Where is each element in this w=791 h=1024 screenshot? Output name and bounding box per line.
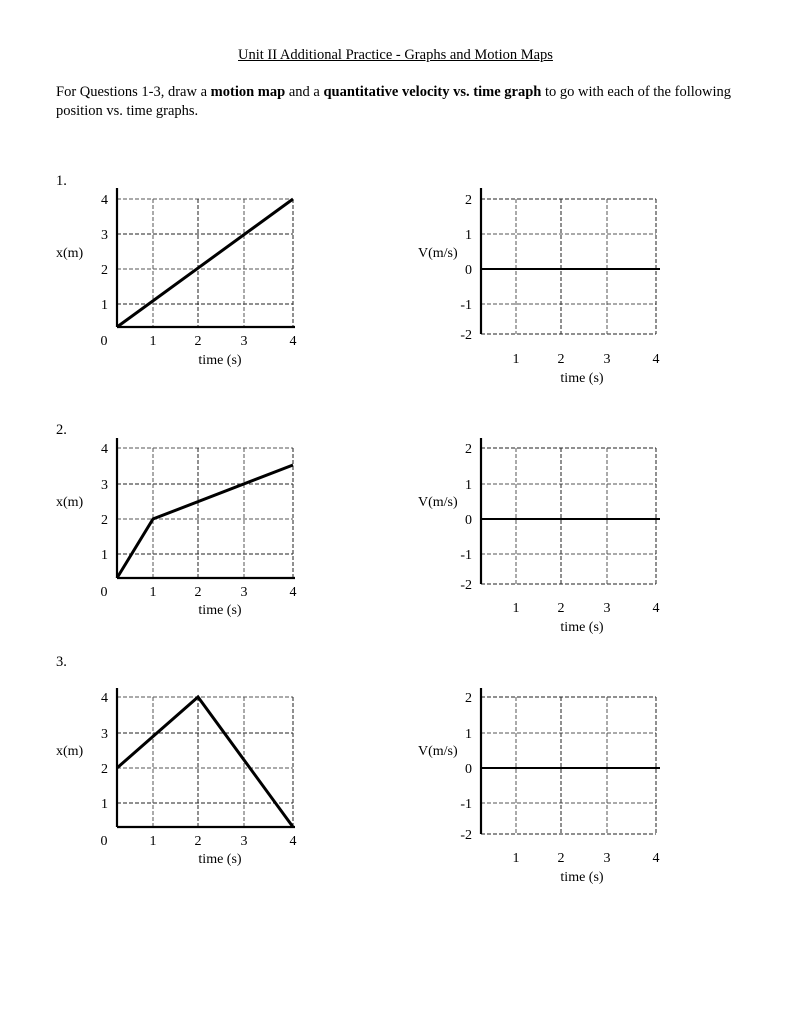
question-number-1: 1. bbox=[56, 173, 67, 189]
x-tick-label: 4 bbox=[289, 585, 297, 600]
q1-position-graph bbox=[56, 188, 297, 368]
y-axis-label: x(m) bbox=[56, 744, 84, 759]
x-axis-label: time (s) bbox=[560, 620, 604, 635]
y-tick-label: 1 bbox=[101, 548, 108, 563]
y-tick-label: 3 bbox=[101, 228, 108, 243]
x-tick-label: 3 bbox=[603, 601, 611, 616]
position-line bbox=[117, 199, 293, 327]
q2-position-graph bbox=[56, 438, 297, 618]
x-tick-label: 3 bbox=[240, 585, 248, 600]
x-tick-label: 0 bbox=[100, 834, 108, 849]
document-title: Unit II Additional Practice - Graphs and Motion Maps bbox=[238, 47, 553, 63]
x-axis-label: time (s) bbox=[198, 353, 242, 368]
x-tick-label: 3 bbox=[240, 834, 248, 849]
y-tick-label: 0 bbox=[465, 263, 472, 278]
y-tick-label: 3 bbox=[101, 727, 108, 742]
y-tick-label: 2 bbox=[465, 691, 472, 706]
y-tick-label: 4 bbox=[101, 691, 108, 706]
x-axis-label: time (s) bbox=[198, 603, 242, 618]
y-axis-label: x(m) bbox=[56, 495, 84, 510]
y-tick-label: -2 bbox=[460, 328, 472, 343]
instructions-part2: and a bbox=[285, 84, 324, 100]
y-tick-label: -1 bbox=[460, 298, 472, 313]
x-tick-label: 1 bbox=[512, 601, 520, 616]
instructions-part1: For Questions 1-3, draw a bbox=[56, 84, 211, 100]
y-axis-label: V(m/s) bbox=[418, 246, 458, 261]
instructions-part3: to go with each of the following position vs. time graphs. bbox=[56, 84, 731, 119]
y-axis-label: x(m) bbox=[56, 246, 84, 261]
q2-velocity-graph bbox=[418, 438, 660, 635]
x-tick-label: 2 bbox=[557, 352, 565, 367]
x-tick-label: 4 bbox=[289, 334, 297, 349]
y-axis-label: V(m/s) bbox=[418, 495, 458, 510]
y-tick-label: 1 bbox=[465, 228, 472, 243]
x-tick-label: 4 bbox=[652, 352, 660, 367]
x-tick-label: 1 bbox=[149, 585, 157, 600]
instructions-bold-motion-map: motion map bbox=[210, 84, 286, 100]
x-tick-label: 3 bbox=[603, 851, 611, 866]
x-axis-label: time (s) bbox=[560, 870, 604, 885]
x-axis-label: time (s) bbox=[198, 852, 242, 867]
x-axis-label: time (s) bbox=[560, 371, 604, 386]
q3-velocity-graph bbox=[418, 688, 660, 885]
x-tick-label: 2 bbox=[557, 851, 565, 866]
x-tick-label: 4 bbox=[652, 601, 660, 616]
y-tick-label: 2 bbox=[101, 263, 108, 278]
y-tick-label: -1 bbox=[460, 797, 472, 812]
x-tick-label: 1 bbox=[512, 352, 520, 367]
x-tick-label: 0 bbox=[100, 585, 108, 600]
y-tick-label: 2 bbox=[101, 762, 108, 777]
x-tick-label: 1 bbox=[512, 851, 520, 866]
instructions-bold-velocity-graph: quantitative velocity vs. time graph bbox=[323, 84, 542, 100]
y-tick-label: 2 bbox=[101, 513, 108, 528]
y-tick-label: 3 bbox=[101, 478, 108, 493]
x-tick-label: 1 bbox=[149, 834, 157, 849]
x-tick-label: 1 bbox=[149, 334, 157, 349]
y-tick-label: 4 bbox=[101, 442, 108, 457]
x-tick-label: 0 bbox=[100, 334, 108, 349]
y-tick-label: -2 bbox=[460, 578, 472, 593]
q3-position-graph bbox=[56, 688, 297, 867]
x-tick-label: 3 bbox=[603, 352, 611, 367]
position-line bbox=[117, 465, 293, 578]
question-number-2: 2. bbox=[56, 422, 67, 438]
y-tick-label: 2 bbox=[465, 442, 472, 457]
position-line bbox=[117, 697, 293, 827]
y-tick-label: -1 bbox=[460, 548, 472, 563]
question-number-3: 3. bbox=[56, 654, 67, 670]
x-tick-label: 2 bbox=[557, 601, 565, 616]
q1-velocity-graph bbox=[418, 188, 660, 386]
x-tick-label: 4 bbox=[652, 851, 660, 866]
y-tick-label: 2 bbox=[465, 193, 472, 208]
x-tick-label: 2 bbox=[194, 334, 202, 349]
y-tick-label: 1 bbox=[101, 298, 108, 313]
y-tick-label: 1 bbox=[101, 797, 108, 812]
y-tick-label: 4 bbox=[101, 193, 108, 208]
y-tick-label: 0 bbox=[465, 762, 472, 777]
x-tick-label: 3 bbox=[240, 334, 248, 349]
y-tick-label: 1 bbox=[465, 478, 472, 493]
x-tick-label: 4 bbox=[289, 834, 297, 849]
y-tick-label: 0 bbox=[465, 513, 472, 528]
x-tick-label: 2 bbox=[194, 585, 202, 600]
y-axis-label: V(m/s) bbox=[418, 744, 458, 759]
y-tick-label: -2 bbox=[460, 828, 472, 843]
x-tick-label: 2 bbox=[194, 834, 202, 849]
y-tick-label: 1 bbox=[465, 727, 472, 742]
